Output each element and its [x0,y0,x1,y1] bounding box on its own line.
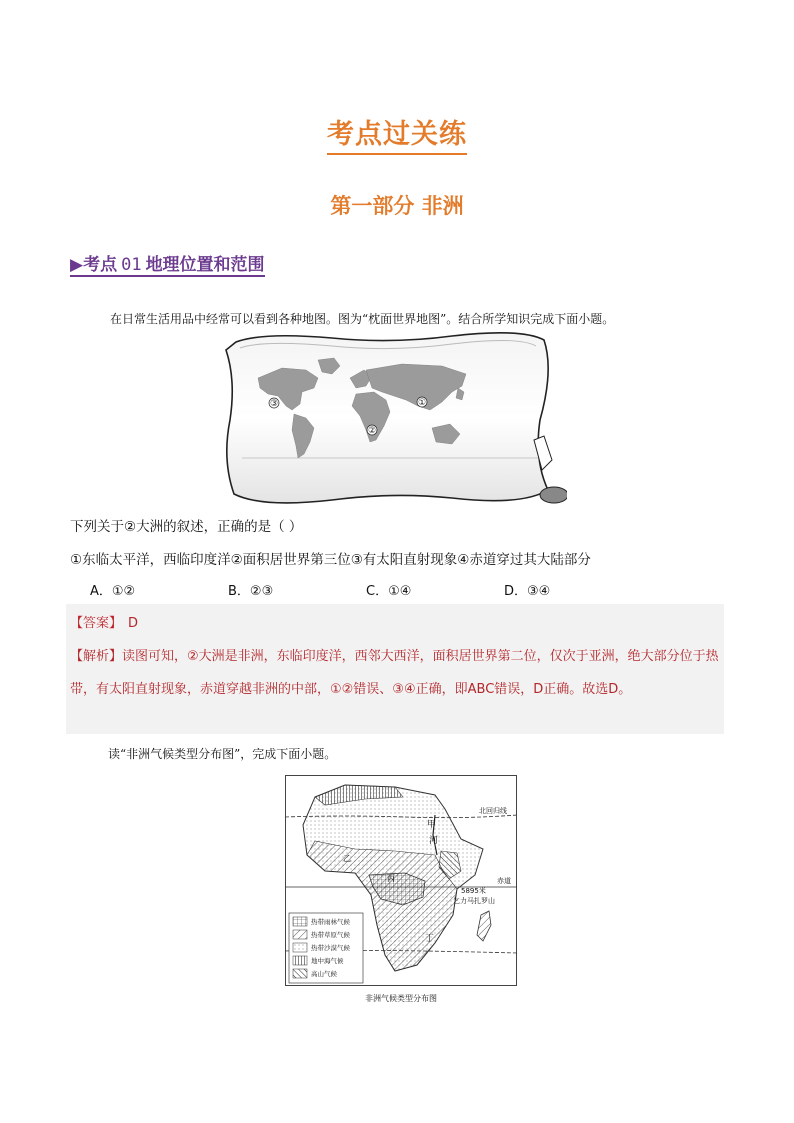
legend-mediterranean: 地中海气候 [311,957,344,965]
africa-climate-map [285,775,517,1007]
peak-name: 乞力马扎罗山 [453,897,495,905]
map-label-3: ③ [269,399,279,409]
part-title: 第一部分 非洲 [330,194,464,218]
question1-stem: 下列关于②大洲的叙述，正确的是（ ） [70,519,303,535]
answer-value: D [128,616,139,631]
option-c[interactable]: C．①④ [366,584,412,599]
answer-label: 【答案】 [70,616,123,631]
section-number: 01 [121,255,142,275]
question1-intro: 在日常生活用品中经常可以看到各种地图。图为“枕面世界地图”。结合所学知识完成下面小题。 [110,312,615,326]
tropic-label: 北回归线 [479,807,507,815]
pillow-tag-weight [540,487,567,503]
river-label-ding: 丁 [425,934,435,944]
legend-desert: 热带沙漠气候 [311,944,350,952]
question2-intro: 读“非洲气候类型分布图”，完成下面小题。 [108,747,337,761]
equator-label: 赤道 [497,877,511,885]
river-label-yi: 乙 [343,854,351,863]
map-label-2: ② [367,426,377,436]
option-d[interactable]: D．③④ [504,584,551,599]
answer-line [70,612,138,631]
section-title: 地理位置和范围 [145,255,265,275]
map-label-1: ① [417,398,427,408]
section-heading [70,250,265,275]
explanation-label: 【解析】 [70,649,123,664]
pillow-world-map-figure [222,330,567,510]
explanation [70,640,724,706]
question1-statements: ①东临太平洋，西临印度洋②面积居世界第三位③有太阳直射现象④赤道穿过其大陆部分 [70,552,591,568]
option-b[interactable]: B．②③ [228,584,274,599]
river-label-jia: 甲 [427,820,437,830]
river-label-he: 河 [429,836,439,846]
peak-elevation: 5895米 [461,887,486,895]
explanation-text: 读图可知，②大洲是非洲，东临印度洋，西邻大西洋，面积居世界第二位，仅次于亚洲，绝大部分位于热带，有太阳直射现象，赤道穿越非洲的中部，①②错误、③④正确，即ABC错误，D正确。故选D。 [70,649,719,697]
options-row [90,580,690,599]
section-prefix: ▶考点 [70,255,118,275]
legend-rainforest: 热带雨林气候 [311,918,350,926]
page-title: 考点过关练 [0,112,794,151]
legend-highland: 高山气候 [311,970,337,978]
legend-savanna: 热带草原气候 [311,931,350,939]
map-caption: 非洲气候类型分布图 [365,994,437,1003]
option-a[interactable]: A．①② [90,584,136,599]
river-label-bing: 丙 [387,874,395,883]
